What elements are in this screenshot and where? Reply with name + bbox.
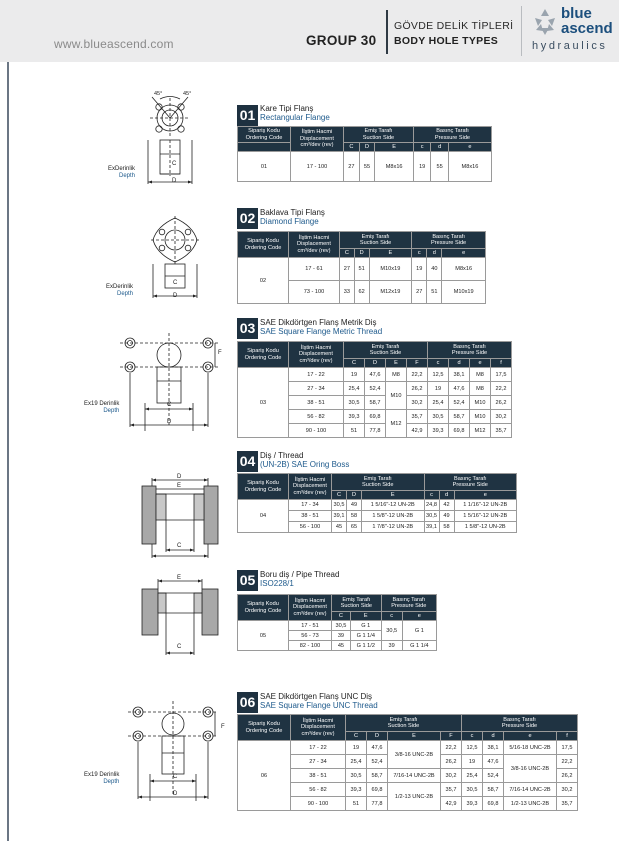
sae-metric-flange-drawing <box>108 325 223 435</box>
table-row: 06 17 - 22 19 47,6 3/8-16 UNC-2B 22,2 12,5 38,1 5/16-18 UNC-2B 17,5 <box>238 741 578 755</box>
table-row: 38 - 51 39,1 58 1 5/8"-12 UN-2B 30,5 49 1 5/16"-12 UN-2B <box>238 511 517 522</box>
sae-unc-flange-drawing <box>108 695 223 805</box>
section-number-06: 06 <box>237 692 258 713</box>
section-title-tr-02: Baklava Tipi Flanş <box>260 208 325 217</box>
suction-side-header: Emiş Tarafı Suction Side <box>346 715 462 732</box>
dim-d-label: D <box>172 178 177 184</box>
table-row: 02 17 - 61 27 51 M10x19 19 40 M8x16 <box>238 258 486 281</box>
section-title-en-02: Diamond Flange <box>260 217 319 226</box>
spec-table-02: Sipariş Kodu Ordering Code İlştim Hacmi Displacement cm³/dev (rev) Emiş Tarafı Suction Side Basınç Tarafı Pressure Side C D E c d e 02 17 - 61 27 51 M10x19 19 40 M8x16 73 - 100 33 62 M12x19 27 51 M10x19 <box>237 231 486 304</box>
table-row: 73 - 100 33 62 M12x19 27 51 M10x19 <box>238 281 486 304</box>
table-row: 38 - 51 30,5 58,7 30,2 25,4 52,4 M10 26,2 <box>238 396 512 410</box>
logo-divider <box>521 6 522 56</box>
displacement-header: İlştim Hacmi Displacement cm³/dev (rev) <box>289 474 332 500</box>
suction-side-header: Emiş Tarafı Suction Side <box>344 342 428 359</box>
table-row: 27 - 34 25,4 52,4 M10 26,2 19 47,6 M8 22,2 <box>238 382 512 396</box>
pressure-side-header: Basınç Tarafı Pressure Side <box>462 715 578 732</box>
ordering-code-header: Sipariş Kodu Ordering Code <box>238 715 291 741</box>
angle-label-left: 45° <box>154 91 163 97</box>
spec-table-04: Sipariş Kodu Ordering Code İlştim Hacmi Displacement cm³/dev (rev) Emiş Tarafı Suction Side Basınç Tarafı Pressure Side C D E c d e 04 17 - 34 30,5 49 1 5/16"-12 UN-2B 24,8 42 1 1/16"-12 UN-2B 38 - 51 39,1 58 1 5/8"-12 UN-2B 30,5 49 1 5/16"-12 UN-2B 56 - 100 45 65 1 7/8"-12 UN-2B 39,1 58 1 5/8"-12 UN-2B <box>237 473 517 533</box>
spec-table-05: Sipariş Kodu Ordering Code İlştim Hacmi Displacement cm³/dev (rev) Emiş Tarafı Suction Side Basınç Tarafı Pressure Side C E c e 05 17 - 51 30,5 G 1 30,5 G 1 56 - 73 39 G 1 1/4 82 - 100 45 G 1 1/2 39 G 1 1/4 <box>237 594 437 651</box>
table-row: 27 - 34 25,4 52,4 26,2 19 47,6 3/8-16 UNC-2B 22,2 <box>238 755 578 769</box>
table-row: 56 - 100 45 65 1 7/8"-12 UN-2B 39,1 58 1 5/8"-12 UN-2B <box>238 522 517 533</box>
spec-table-03: Sipariş Kodu Ordering Code İlştim Hacmi Displacement cm³/dev (rev) Emiş Tarafı Suction Side Basınç Tarafı Pressure Side C D E F c d e f 03 17 - 22 19 47,6 M8 22,2 12,5 38,1 M8 17,5 27 - 34 25,4 52,4 M10 26,2 19 47,6 M8 22,2 38 - 51 30,5 58,7 30,2 25,4 52,4 M10 26,2 56 - 82 39,3 69,8 M12 35,7 30,5 58,7 M10 30,2 90 - 100 51 77,8 42,9 39,3 69,8 M12 35,7 <box>237 341 512 438</box>
table-row: 01 17 - 100 27 55 M8x16 19 55 M8x16 <box>238 152 492 182</box>
page-title-en: BODY HOLE TYPES <box>394 35 499 47</box>
dim-c-label-03: C <box>167 402 172 408</box>
pressure-side-header: Basınç Tarafı Pressure Side <box>381 595 436 612</box>
depth-label-02: ExDerinlik Depth <box>106 284 134 297</box>
ordering-code-header: Sipariş Kodu Ordering Code <box>238 127 291 143</box>
header-bar <box>0 0 619 62</box>
dim-d-label-02: D <box>173 293 178 299</box>
website-url[interactable]: www.blueascend.com <box>54 37 174 51</box>
dim-d-label-06: D <box>173 791 178 797</box>
logo-text-blue: blue <box>561 5 592 22</box>
displacement-header: İlştim Hacmi Displacement cm³/dev (rev) <box>289 342 344 368</box>
suction-side-header: Emiş Tarafı Suction Side <box>340 232 412 249</box>
ordering-code-header: Sipariş Kodu Ordering Code <box>238 474 289 500</box>
col-e: e <box>448 143 491 152</box>
table-row: 56 - 82 39,3 69,8 1/2-13 UNC-2B 35,7 30,5 58,7 7/16-14 UNC-2B 30,2 <box>238 783 578 797</box>
suction-side-header: Emiş Tarafı Suction Side <box>332 595 382 612</box>
section-title-en-06: SAE Square Flange UNC Thread <box>260 701 378 710</box>
section-title-en-05: ISO228/1 <box>260 579 294 588</box>
section-number-03: 03 <box>237 318 258 339</box>
section-number-05: 05 <box>237 570 258 591</box>
ordering-code-header: Sipariş Kodu Ordering Code <box>238 232 289 258</box>
table-row: 56 - 73 39 G 1 1/4 <box>238 631 437 641</box>
section-title-en-03: SAE Square Flange Metric Thread <box>260 327 383 336</box>
dim-f-label-06: F <box>221 724 225 730</box>
col-D: D <box>359 143 375 152</box>
logo-text-ascend: ascend <box>561 20 613 37</box>
section-title-tr-05: Boru diş / Pipe Thread <box>260 570 340 579</box>
section-number-02: 02 <box>237 208 258 229</box>
table-row: 04 17 - 34 30,5 49 1 5/16"-12 UN-2B 24,8 42 1 1/16"-12 UN-2B <box>238 500 517 511</box>
displacement-header: İlştim Hacmi Displacement cm³/dev (rev) <box>291 715 346 741</box>
table-row: 03 17 - 22 19 47,6 M8 22,2 12,5 38,1 M8 17,5 <box>238 368 512 382</box>
spec-table-06: Sipariş Kodu Ordering Code İlştim Hacmi Displacement cm³/dev (rev) Emiş Tarafı Suction Side Basınç Tarafı Pressure Side C D E F c d e f 06 17 - 22 19 47,6 3/8-16 UNC-2B 22,2 12,5 38,1 5/16-18 UNC-2B 17,5 27 - 34 25,4 52,4 26,2 19 47,6 3/8-16 UNC-2B 22,2 38 - 51 30,5 58,7 7/16-14 UNC-2B 30,2 25,4 52,4 26,2 56 - 82 39,3 69,8 1/2-13 UNC-2B 35,7 30,5 58,7 7/16-14 UNC-2B 30,2 90 - 100 51 77,8 42,9 39,3 69,8 1/2-13 UNC-2B 35,7 <box>237 714 578 811</box>
left-margin-rule <box>7 62 9 841</box>
table-row: 82 - 100 45 G 1 1/2 39 G 1 1/4 <box>238 641 437 651</box>
col-d: d <box>431 143 448 152</box>
pressure-side-header: Basınç Tarafı Pressure Side <box>412 232 486 249</box>
displacement-header: İlştim Hacmi Displacement cm³/dev (rev) <box>291 127 344 152</box>
rectangular-flange-drawing <box>130 90 210 190</box>
pressure-side-header: Basınç Tarafı Pressure Side <box>413 127 491 143</box>
section-title-tr-06: SAE Dikdörtgen Flanş UNC Diş <box>260 692 373 701</box>
depth-label-06: Ex19 Derinlik Depth <box>84 772 120 785</box>
depth-label-tr: ExDerinlik <box>108 166 136 172</box>
ordering-code-header: Sipariş Kodu Ordering Code <box>238 595 289 621</box>
table-row: 56 - 82 39,3 69,8 M12 35,7 30,5 58,7 M10 30,2 <box>238 410 512 424</box>
dim-c-label: C <box>172 161 177 167</box>
spec-table-01 <box>237 126 492 182</box>
diamond-flange-drawing <box>135 208 215 303</box>
dim-f-label-03: F <box>218 350 222 356</box>
dim-c-label-06: C <box>173 774 178 780</box>
table-row: 38 - 51 30,5 58,7 7/16-14 UNC-2B 30,2 25,4 52,4 26,2 <box>238 769 578 783</box>
depth-label <box>108 166 135 180</box>
suction-side-header: Emiş Tarafı Suction Side <box>332 474 425 491</box>
table-row: 05 17 - 51 30,5 G 1 30,5 G 1 <box>238 621 437 631</box>
section-title-en-01: Rectangular Flange <box>260 113 330 122</box>
section-number-04: 04 <box>237 451 258 472</box>
col-C: C <box>344 143 360 152</box>
section-title-en-04: (UN-2B) SAE Oring Boss <box>260 460 350 469</box>
depth-label-en: Depth <box>119 172 136 179</box>
section-title-tr-01: Kare Tipi Flanş <box>260 104 314 113</box>
col-c: c <box>413 143 430 152</box>
blank-header <box>238 143 291 152</box>
depth-label-03: Ex19 Derinlik Depth <box>84 401 120 414</box>
table-row: 90 - 100 51 77,8 42,9 39,3 69,8 1/2-13 UNC-2B 35,7 <box>238 797 578 811</box>
section-title-tr-04: Diş / Thread <box>260 451 304 460</box>
table-row: 90 - 100 51 77,8 42,9 39,3 69,8 M12 35,7 <box>238 424 512 438</box>
ordering-code-header: Sipariş Kodu Ordering Code <box>238 342 289 368</box>
dim-c-label-04: C <box>177 543 182 549</box>
header-divider <box>386 10 388 54</box>
dim-c-label-05: C <box>177 644 182 650</box>
dim-e-label-04: E <box>177 483 182 489</box>
suction-side-header: Emiş Tarafı Suction Side <box>344 127 414 143</box>
col-E: E <box>375 143 414 152</box>
section-title-tr-03: SAE Dikdörtgen Flanş Metrik Diş <box>260 318 377 327</box>
pressure-side-header: Basınç Tarafı Pressure Side <box>428 342 512 359</box>
dim-d-label-03: D <box>167 419 172 425</box>
group-label: GROUP 30 <box>306 33 377 48</box>
logo-text-hydraulics: hydraulics <box>532 40 608 52</box>
logo-icon <box>532 8 558 36</box>
displacement-header: İlştim Hacmi Displacement cm³/dev (rev) <box>289 232 340 258</box>
angle-label-right: 45° <box>183 91 192 97</box>
dim-d-label-04: D <box>177 474 182 480</box>
displacement-header: İlştim Hacmi Displacement cm³/dev (rev) <box>289 595 332 621</box>
section-number-01: 01 <box>237 105 258 126</box>
pressure-side-header: Basınç Tarafı Pressure Side <box>424 474 517 491</box>
dim-e-label-05: E <box>177 575 182 581</box>
dim-c-label-02: C <box>173 280 178 286</box>
page-title-tr: GÖVDE DELİK TİPLERİ <box>394 20 514 32</box>
